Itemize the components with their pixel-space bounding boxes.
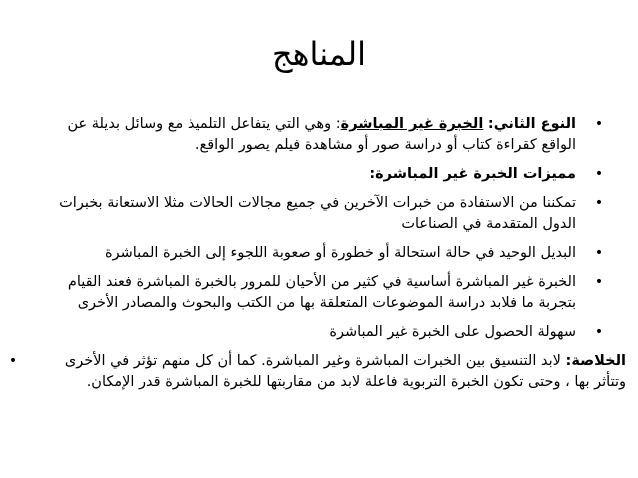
list-item	[30, 322, 606, 343]
bullet-icon: •	[594, 116, 604, 132]
item-label-underlined: الخبرة غير المباشرة	[340, 116, 484, 132]
item-text: : وهي التي يتفاعل التلميذ مع وسائل بديلة عن الواقع كقراءة كتاب أو دراسة صور أو مشاهدة فيلم يصور الواقع.	[67, 116, 576, 153]
summary-label: الخلاصة:	[565, 353, 626, 369]
bullet-list	[8, 114, 626, 401]
bullet-icon: •	[594, 166, 604, 182]
list-item	[30, 114, 606, 156]
item-label: مميزات الخبرة غير المباشرة:	[369, 166, 576, 182]
item-text: تمكننا من الاستفادة من خبرات الآخرين في جميع مجالات الحالات مثلا الاستعانة بخبرات الدول المتقدمة في الصناعات	[59, 195, 576, 232]
summary-text: لابد التنسيق بين الخبرات المباشرة وغير المباشرة. كما أن كل منهم تؤثر في الأخرى وتتأثر بها ، وحتى تكون الخبرة التربوية فاعلة لابد من مقاربتها للخبرة المباشرة قدر الإمكان.	[64, 353, 626, 390]
slide-title: المناهج	[271, 35, 367, 73]
list-item	[30, 193, 606, 235]
bullet-icon: •	[594, 245, 604, 261]
item-text: البديل الوحيد في حالة استحالة أو خطورة أو صعوبة اللجوء إلى الخبرة المباشرة	[105, 245, 576, 261]
bullet-icon: •	[594, 324, 604, 340]
list-item	[30, 243, 606, 264]
bullet-icon: •	[594, 195, 604, 211]
item-text: سهولة الحصول على الخبرة غير المباشرة	[329, 324, 576, 340]
item-text: الخبرة غير المباشرة أساسية في كثير من الأحيان للمرور بالخبرة المباشرة فعند القيام بتجربة ما فلابد دراسة الموضوعات المتعلقة بها من الكتب والبحوث والمصادر الأخرى	[67, 274, 576, 311]
bullet-icon: •	[8, 353, 18, 369]
item-label: النوع الثاني:	[487, 116, 576, 132]
list-item	[30, 164, 606, 185]
bullet-icon: •	[594, 274, 604, 290]
list-item	[30, 272, 606, 314]
summary-item	[8, 351, 626, 393]
